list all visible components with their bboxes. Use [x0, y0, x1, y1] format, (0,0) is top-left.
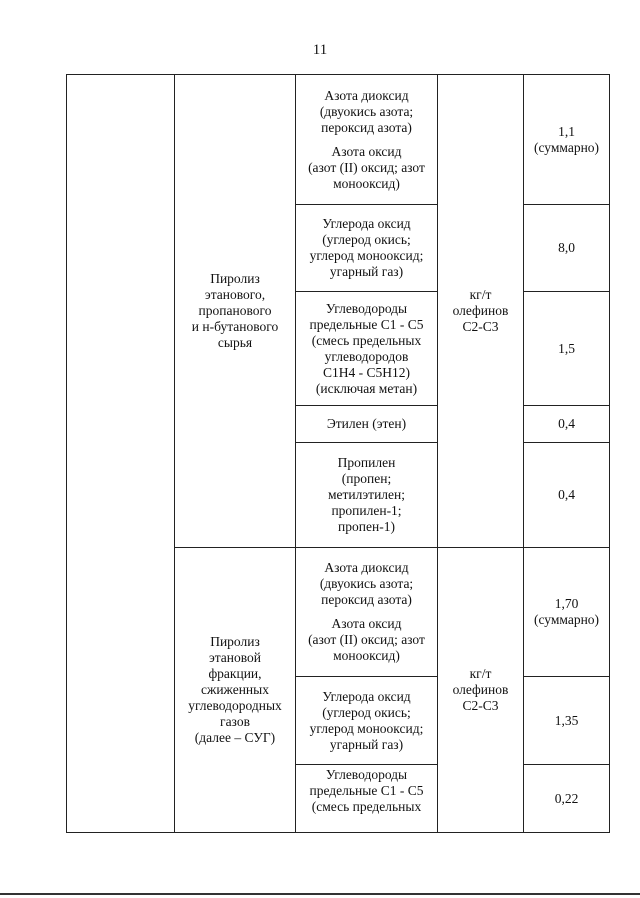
substance-cell: [296, 75, 438, 205]
value-cell: [524, 677, 610, 765]
value-text: 1,1 (суммарно): [533, 123, 600, 155]
unit-text: кг/т олефинов С2-С3: [452, 666, 509, 713]
value-text: 1,70 (суммарно): [533, 596, 600, 627]
substance-cell: [296, 443, 438, 548]
substance-text: Пропилен (пропен; метилэтилен; пропилен-1; пропен-1): [327, 455, 406, 534]
table-row: [67, 75, 610, 205]
value-text: 1,35: [554, 712, 579, 728]
unit-cell: [438, 75, 524, 548]
process-cell: [175, 75, 296, 548]
empty-column-cell: [67, 75, 175, 833]
process-text: Пиролиз этановой фракции, сжиженных углеводородных газов (далее – СУГ): [188, 634, 282, 745]
value-text: 8,0: [558, 240, 575, 255]
substance-cell: [296, 292, 438, 406]
scan-edge-line: [0, 893, 640, 895]
value-cell: [524, 765, 610, 833]
substance-text: Азота оксид (азот (II) оксид; азот монооксид): [308, 616, 425, 663]
substance-cell: [296, 677, 438, 765]
value-text: 1,5: [558, 340, 575, 356]
emissions-table: [66, 74, 610, 833]
substance-text: Углеводороды предельные С1 - С5 (смесь предельных углеводородов С1Н4 - С5Н12) (исключая метан): [309, 300, 424, 396]
substance-text: Азота диоксид (двуокись азота; пероксид азота): [319, 560, 414, 607]
substance-text: Углерода оксид (углерод окись; углерод монооксид; угарный газ): [309, 688, 424, 752]
process-cell: [175, 548, 296, 833]
page-number: 11: [312, 42, 328, 58]
substance-text: Этилен (этен): [326, 416, 407, 431]
substance-cell: [296, 548, 438, 677]
unit-text: кг/т олефинов С2-С3: [452, 287, 509, 334]
substance-text: Углерода оксид (углерод окись; углерод монооксид; угарный газ): [309, 216, 424, 279]
substance-text: Азота оксид (азот (II) оксид; азот монооксид): [308, 143, 425, 191]
value-cell: [524, 292, 610, 406]
unit-cell: [438, 548, 524, 833]
value-cell: [524, 75, 610, 205]
value-text: 0,4: [558, 416, 575, 431]
value-cell: [524, 548, 610, 677]
value-text: 0,22: [554, 790, 579, 806]
substance-cell: [296, 205, 438, 292]
value-cell: [524, 406, 610, 443]
substance-text: Азота диоксид (двуокись азота; пероксид азота): [319, 87, 414, 135]
substance-cell: [296, 765, 438, 833]
value-cell: [524, 205, 610, 292]
substance-cell: [296, 406, 438, 443]
value-text: 0,4: [558, 487, 575, 502]
value-cell: [524, 443, 610, 548]
process-text: Пиролиз этанового, пропанового и н-бутанового сырья: [191, 271, 279, 350]
substance-text: Углеводороды предельные С1 - С5 (смесь предельных: [309, 767, 424, 814]
